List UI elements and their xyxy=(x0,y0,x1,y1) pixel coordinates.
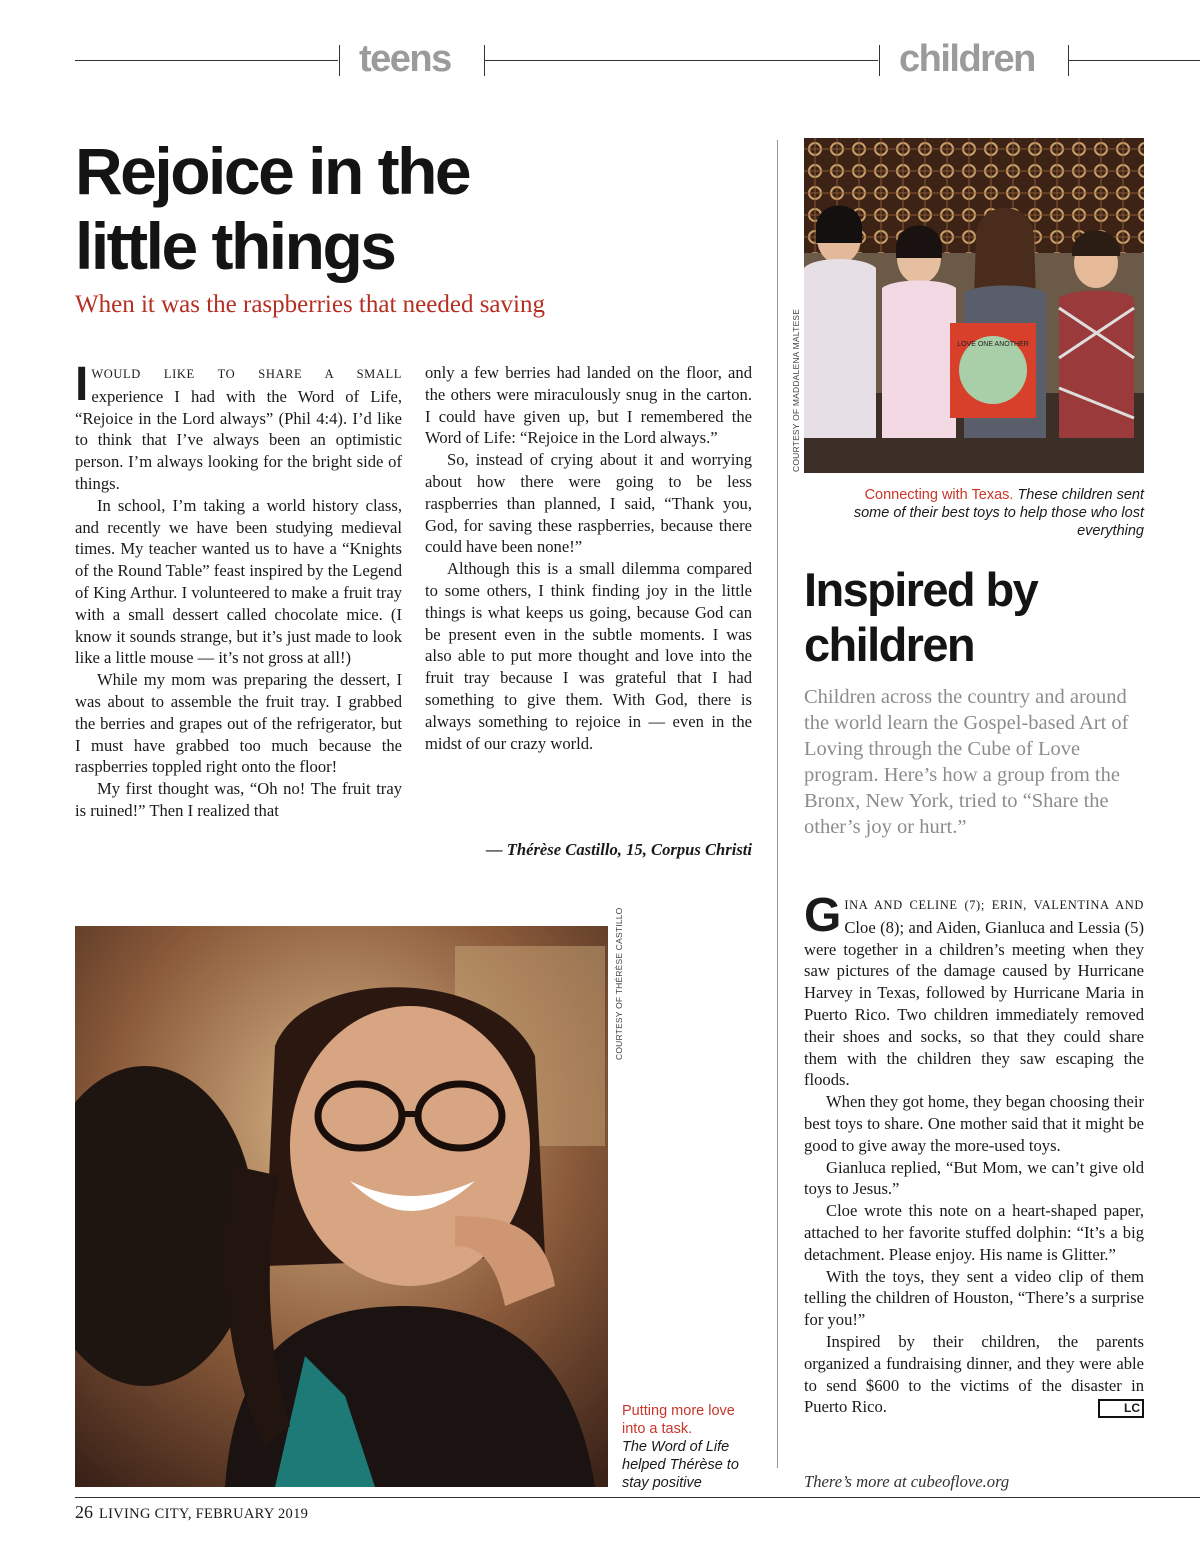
magazine-issue: LIVING CITY, FEBRUARY 2019 xyxy=(99,1506,309,1522)
photo-credit: COURTESY OF THÉRÈSE CASTILLO xyxy=(614,907,624,1060)
article-headline xyxy=(75,134,695,284)
sidebar-body xyxy=(804,889,1144,1418)
paragraph: With the toys, they sent a video clip of them telling the children of Houston, “There’s a surprise for you!” xyxy=(804,1266,1144,1330)
column-divider xyxy=(777,140,778,1468)
page-number: 26 xyxy=(75,1502,93,1522)
children-photo-image xyxy=(804,138,1144,473)
section-label-children: children xyxy=(899,38,1035,80)
article-column-2 xyxy=(425,362,752,754)
paragraph: When they got home, they began choosing their best toys to share. One mother said that it might be good to give away the more-used toys. xyxy=(804,1092,1144,1155)
caption-body: These children sent some of their best toys to help those who lost everything xyxy=(853,487,1144,539)
paragraph: only a few berries had landed on the floor, and the others were miraculously snug in the carton. I could have given up, but I remembered the Word of Life: “Rejoice in the Lord always.” xyxy=(425,363,752,448)
caption-lead: Putting more love into a task. xyxy=(622,1403,735,1437)
headline-line-1: Rejoice in the xyxy=(75,134,470,208)
sidebar-headline-line-2: children xyxy=(804,618,975,671)
lead-in: WOULD LIKE TO SHARE A SMALL xyxy=(91,367,402,381)
photo-credit: COURTESY OF MADDALENA MALTESE xyxy=(791,308,801,472)
children-photo-caption xyxy=(840,486,1144,540)
lead-in: INA AND CELINE (7); ERIN, VALENTINA AND xyxy=(844,898,1144,912)
paragraph: Cloe wrote this note on a heart-shaped paper, attached to her favorite stuffed dolphin: “It’s a big detachment. Please enjoy. His name is Glitter.” xyxy=(804,1201,1144,1264)
caption-body: The Word of Life helped Thérèse to stay positive xyxy=(622,1439,739,1491)
paragraph-text: experience I had with the Word of Life, “Rejoice in the Lord always” (Phil 4:4). I’d like to think that I’ve always been an optimistic person. I’m always looking for the bright side of things. xyxy=(75,386,402,493)
paragraph xyxy=(804,1331,1144,1418)
section-label-teens: teens xyxy=(359,38,451,80)
paragraph: My first thought was, “Oh no! The fruit tray is ruined!” Then I realized that xyxy=(75,779,402,820)
header-tick xyxy=(879,45,880,76)
paragraph: Although this is a small dilemma compared to some others, I think finding joy in the little things is what keeps us going, because God can be present even in the subtle moments. I was also able to put more thought and love into the fruit tray because I was grateful that I had something to give them. With God, there is always something to rejoice in — even in the midst of our crazy world. xyxy=(425,559,752,753)
sidebar-headline-line-1: Inspired by xyxy=(804,563,1038,616)
header-rule-left xyxy=(75,60,338,61)
article-subtitle: When it was the raspberries that needed saving xyxy=(75,291,545,318)
footer-rule xyxy=(75,1497,1200,1498)
portrait-photo-image xyxy=(75,926,608,1487)
paragraph-text: Cloe (8); and Aiden, Gianluca and Lessia (5) were together in a children’s meeting when they saw pictures of the damage caused by Hurricane Harvey in Texas, followed by Hurricane Maria in Puerto Rico. Two children immediately removed their shoes and socks, so that they could share them with the children they saw escaping the floods. xyxy=(804,917,1144,1090)
header-rule-middle xyxy=(485,60,878,61)
page-folio xyxy=(75,1502,308,1523)
sidebar-intro: Children across the country and around the world learn the Gospel-based Art of Loving through the Cube of Love program. Here’s how a group from the Bronx, New York, tried to “Share the other’s joy or hurt.” xyxy=(804,686,1129,838)
paragraph xyxy=(75,358,402,495)
portrait-caption xyxy=(622,1402,762,1492)
header-tick xyxy=(339,45,340,76)
portrait-photo xyxy=(75,926,608,1487)
end-mark: LC xyxy=(1098,1399,1144,1418)
article-byline: — Thérèse Castillo, 15, Corpus Christi xyxy=(485,840,752,859)
paragraph: In school, I’m taking a world history class, and recently we have been studying medieval times. My teacher wanted us to have a “Knights of the Round Table” feast inspired by the Legend of King Arthur. I volunteered to make a fruit tray with a small dessert called chocolate mice. (I know it sounds strange, but it’s just made to look like a little mouse — it’s not gross at all!) xyxy=(75,495,402,668)
headline-line-2: little things xyxy=(75,209,395,283)
drop-cap: I xyxy=(75,358,89,411)
paragraph: Gianluca replied, “But Mom, we can’t give old toys to Jesus.” xyxy=(804,1157,1144,1199)
paragraph: While my mom was preparing the dessert, I was about to assemble the fruit tray. I grabbed the berries and grapes out of the refrigerator, but I must have grabbed too much because the raspberries toppled right onto the floor! xyxy=(75,670,402,777)
article-column-1 xyxy=(75,358,402,822)
paragraph-text: Inspired by their children, the parents organized a fundraising dinner, and they were able to send $600 to the victims of the disaster in Puerto Rico. xyxy=(804,1331,1144,1417)
more-link-text: There’s more at cubeoflove.org xyxy=(804,1472,1010,1491)
cube-text: LOVE ONE ANOTHER xyxy=(957,341,1029,348)
paragraph: So, instead of crying about it and worrying about how there were going to be less raspberries than planned, I said, “Thank you, God, for saving these raspberries, because there could have been none!” xyxy=(425,450,752,557)
drop-cap: G xyxy=(804,889,842,942)
caption-lead: Connecting with Texas. xyxy=(864,487,1014,503)
children-photo xyxy=(804,138,1144,473)
header-rule-right xyxy=(1069,60,1200,61)
sidebar-headline xyxy=(804,562,1164,672)
paragraph xyxy=(804,889,1144,1091)
